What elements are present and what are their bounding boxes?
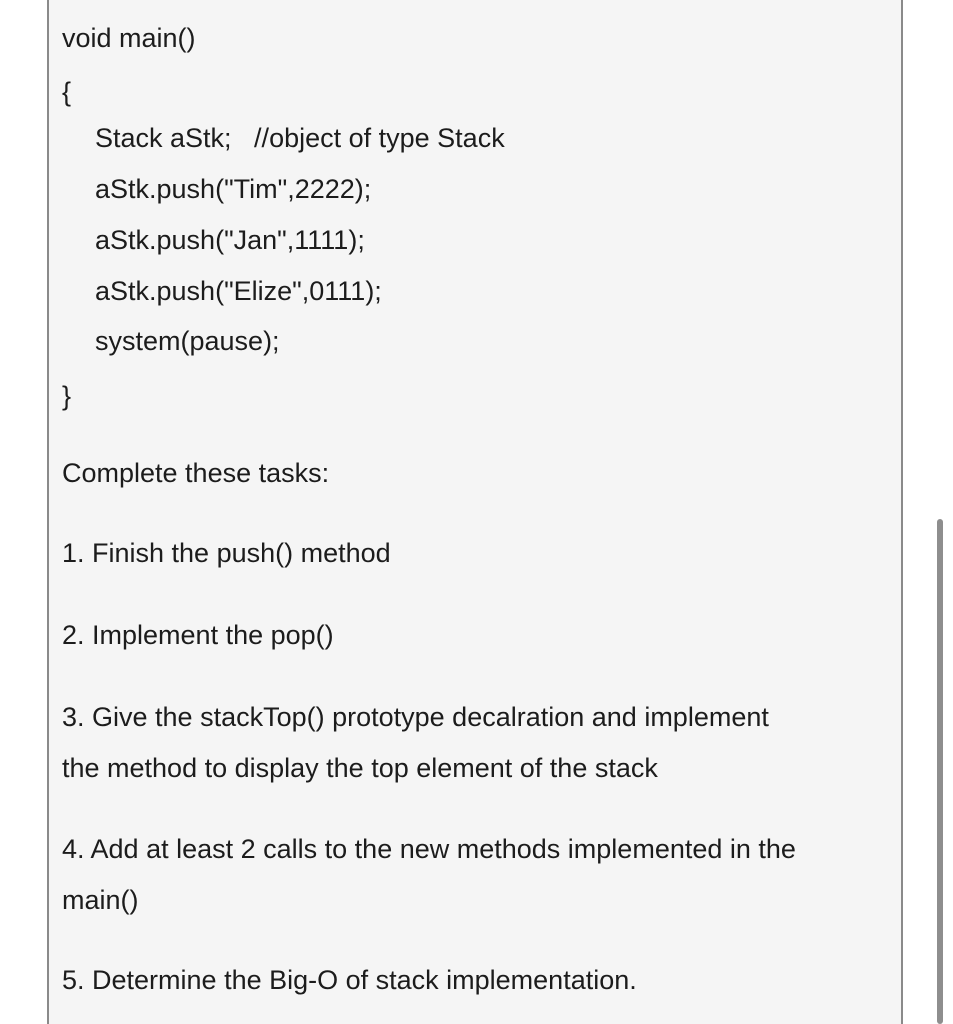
task-item: 4. Add at least 2 calls to the new methods implemented in the [62, 834, 796, 864]
code-line: system(pause); [95, 326, 280, 356]
task-item: 5. Determine the Big-O of stack implementation. [62, 965, 637, 995]
vertical-scrollbar[interactable] [937, 519, 943, 1024]
code-line: aStk.push("Tim",2222); [95, 174, 372, 204]
task-item-continuation: main() [62, 885, 139, 915]
code-signature: void main() [62, 23, 196, 53]
task-item: 2. Implement the pop() [62, 620, 334, 650]
code-line: aStk.push("Elize",0111); [95, 276, 382, 306]
tasks-heading: Complete these tasks: [62, 458, 330, 488]
task-item-continuation: the method to display the top element of the stack [62, 753, 658, 783]
code-close-brace: } [62, 381, 72, 411]
task-item: 1. Finish the push() method [62, 538, 391, 568]
task-item: 3. Give the stackTop() prototype decalration and implement [62, 702, 769, 732]
code-line: Stack aStk; //object of type Stack [95, 123, 505, 153]
code-open-brace: { [62, 77, 72, 107]
code-line: aStk.push("Jan",1111); [95, 225, 365, 255]
